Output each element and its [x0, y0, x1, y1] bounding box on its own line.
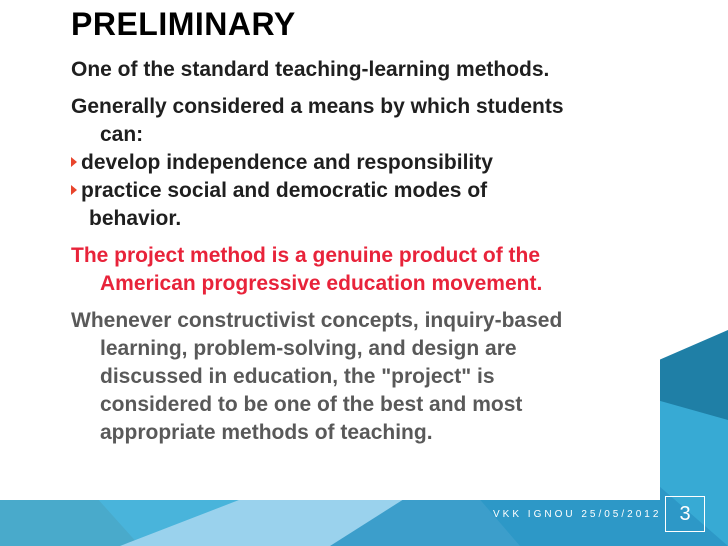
body-line: behavior. [89, 207, 182, 230]
body-line: Generally considered a means by which students [71, 95, 564, 118]
body-line: learning, problem-solving, and design are [100, 337, 517, 360]
body-line: considered to be one of the best and most [100, 393, 523, 416]
highlight-line: American progressive education movement. [100, 272, 543, 295]
slide-title: PRELIMINARY [71, 6, 296, 42]
bullet-text: develop independence and responsibility [81, 151, 493, 174]
bullet-arrow-icon [71, 179, 81, 202]
page-number: 3 [679, 502, 691, 525]
body-line: One of the standard teaching-learning methods. [71, 58, 550, 81]
slide-footer: VKK IGNOU 25/05/2012 [493, 509, 662, 520]
body-line: appropriate methods of teaching. [100, 421, 433, 444]
slide-body [71, 56, 661, 447]
body-line: Whenever constructivist concepts, inquiry-based [71, 309, 563, 332]
body-line: can: [100, 123, 144, 146]
body-line: discussed in education, the "project" is [100, 365, 495, 388]
highlight-line: The project method is a genuine product of the [71, 244, 541, 267]
bullet-arrow-icon [71, 151, 81, 174]
bullet-item [71, 149, 661, 177]
bullet-item [71, 177, 661, 205]
page-number-badge [665, 496, 705, 532]
bullet-text: practice social and democratic modes of [81, 179, 488, 202]
